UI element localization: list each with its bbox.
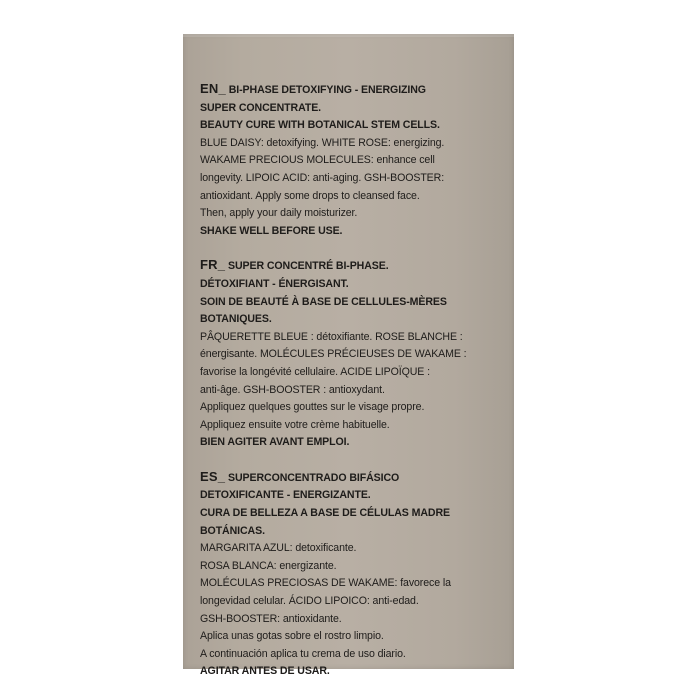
body-line: favorise la longévité cellulaire. ACIDE LIPOÏQUE : bbox=[200, 365, 430, 378]
body-line: PÂQUERETTE BLEUE : détoxifiante. ROSE BLANCHE : bbox=[200, 330, 463, 343]
heading-line: BOTANIQUES. bbox=[200, 313, 272, 326]
heading-line bbox=[200, 256, 500, 276]
body-line: BLUE DAISY: detoxifying. WHITE ROSE: energizing. bbox=[200, 136, 445, 149]
heading-line: AGITAR ANTES DE USAR. bbox=[200, 665, 330, 678]
heading-line: SHAKE WELL BEFORE USE. bbox=[200, 224, 343, 237]
heading-line: SOIN DE BEAUTÉ À BASE DE CELLULES-MÈRES bbox=[200, 295, 447, 308]
body-line: Aplica unas gotas sobre el rostro limpio. bbox=[200, 630, 384, 643]
language-code: EN_ bbox=[200, 81, 226, 96]
language-code: ES_ bbox=[200, 468, 226, 484]
heading-line: CURA DE BELLEZA A BASE DE CÉLULAS MADRE bbox=[200, 507, 450, 520]
body-line: énergisante. MOLÉCULES PRÉCIEUSES DE WAKAME : bbox=[200, 348, 467, 361]
body-line: MARGARITA AZUL: detoxificante. bbox=[200, 542, 357, 555]
body-line: longevity. LIPOIC ACID: anti-aging. GSH-BOOSTER: bbox=[200, 171, 445, 184]
heading-text: BI-PHASE DETOXIFYING - ENERGIZING bbox=[225, 84, 426, 96]
body-line: Appliquez quelques gouttes sur le visage propre. bbox=[200, 401, 425, 414]
heading-line: DETOXIFICANTE - ENERGIZANTE. bbox=[200, 489, 371, 502]
body-line: longevidad celular. ÁCIDO LIPOICO: anti-edad. bbox=[200, 595, 419, 608]
section-es bbox=[200, 468, 500, 681]
body-line: ROSA BLANCA: energizante. bbox=[200, 559, 337, 572]
body-line: MOLÉCULAS PRECIOSAS DE WAKAME: favorece la bbox=[200, 577, 451, 590]
heading-line: BOTÁNICAS. bbox=[200, 524, 265, 537]
heading-line: DÉTOXIFIANT - ÉNERGISANT. bbox=[200, 277, 349, 290]
heading-line: BEAUTY CURE WITH BOTANICAL STEM CELLS. bbox=[200, 119, 440, 132]
heading-line: SUPER CONCENTRATE. bbox=[200, 101, 322, 114]
heading-text: SUPER CONCENTRÉ BI-PHASE. bbox=[225, 260, 389, 273]
heading-line bbox=[200, 80, 500, 100]
heading-text: SUPERCONCENTRADO BIFÁSICO bbox=[225, 471, 400, 484]
section-fr bbox=[200, 256, 500, 452]
heading-line: BIEN AGITER AVANT EMPLOI. bbox=[200, 436, 350, 449]
section-en bbox=[200, 80, 500, 240]
label-text-block bbox=[200, 80, 500, 697]
heading-line bbox=[200, 468, 500, 488]
body-line: A continuación aplica tu crema de uso diario. bbox=[200, 647, 406, 660]
body-line: Appliquez ensuite votre crème habituelle. bbox=[200, 418, 390, 431]
body-line: anti-âge. GSH-BOOSTER : antioxydant. bbox=[200, 383, 385, 396]
body-line: WAKAME PRECIOUS MOLECULES: enhance cell bbox=[200, 154, 435, 167]
body-line: antioxidant. Apply some drops to cleansed face. bbox=[200, 189, 420, 202]
body-line: GSH-BOOSTER: antioxidante. bbox=[200, 612, 342, 625]
body-line: Then, apply your daily moisturizer. bbox=[200, 207, 358, 220]
language-code: FR_ bbox=[200, 257, 226, 273]
